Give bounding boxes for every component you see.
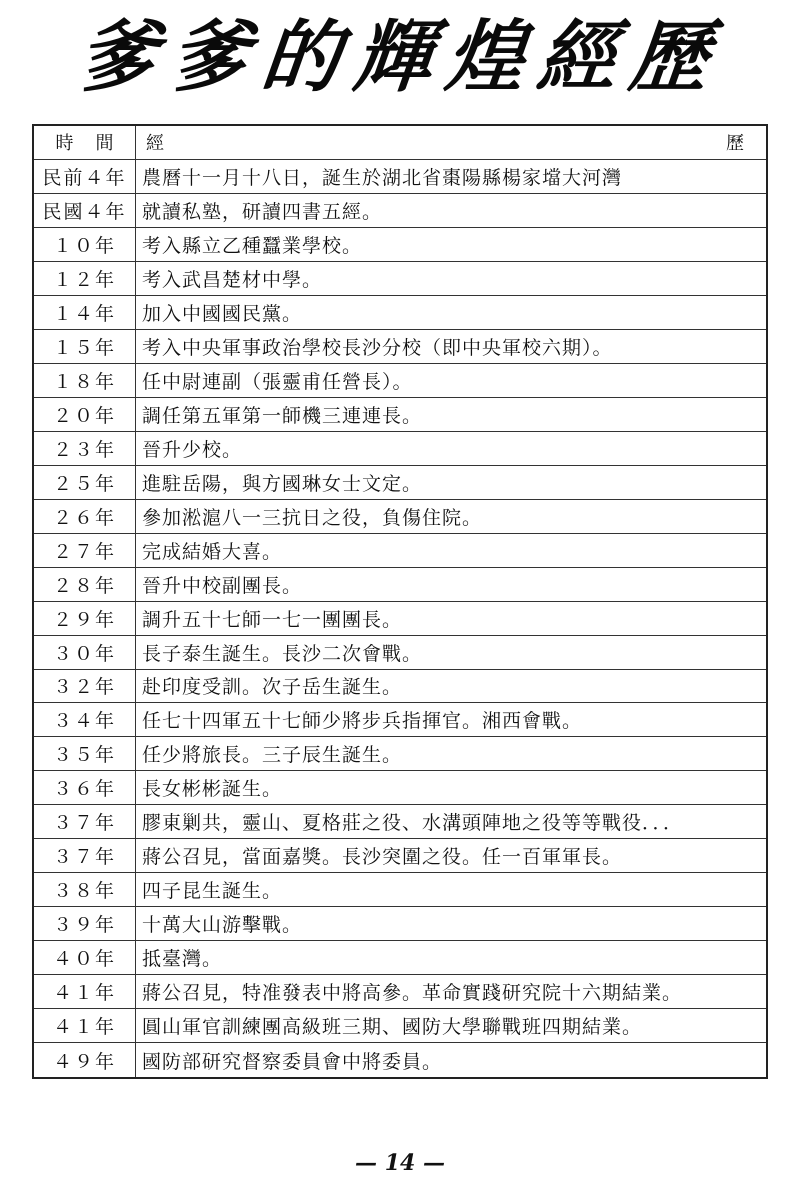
time-cell: ２８年 <box>34 568 136 601</box>
time-cell: 民國４年 <box>34 194 136 227</box>
time-cell: 民前４年 <box>34 160 136 193</box>
header-event-char: 歷 <box>726 133 744 155</box>
time-cell: ４０年 <box>34 941 136 974</box>
event-cell: 完成結婚大喜。 <box>142 540 283 563</box>
time-cell: ３７年 <box>34 839 136 872</box>
time-cell: ４９年 <box>34 1043 136 1077</box>
table-row <box>34 432 766 466</box>
header-time-char: 間 <box>95 133 114 155</box>
time-cell: ３６年 <box>34 771 136 804</box>
header-time-cell <box>34 126 136 159</box>
time-cell: １８年 <box>34 364 136 397</box>
time-cell: ３２年 <box>34 670 136 703</box>
table-row <box>34 330 766 364</box>
time-cell: ３８年 <box>34 873 136 906</box>
table-row <box>34 737 766 771</box>
event-cell: 任七十四軍五十七師少將步兵指揮官。湘西會戰。 <box>142 710 583 733</box>
time-cell: １４年 <box>34 296 136 329</box>
header-event-char: 經 <box>146 133 164 155</box>
event-cell: 參加淞滬八一三抗日之役，負傷住院。 <box>142 506 483 529</box>
time-cell: ２０年 <box>34 398 136 431</box>
event-cell: 考入武昌楚材中學。 <box>142 268 323 291</box>
time-cell: １２年 <box>34 262 136 295</box>
table-row <box>34 296 766 330</box>
table-row <box>34 941 766 975</box>
event-cell: 晉升中校副團長。 <box>142 574 303 597</box>
table-row <box>34 602 766 636</box>
time-cell: ３４年 <box>34 703 136 736</box>
table-row <box>34 466 766 500</box>
time-cell: １５年 <box>34 330 136 363</box>
table-row <box>34 636 766 670</box>
event-cell: 考入中央軍事政治學校長沙分校（即中央軍校六期）。 <box>142 336 613 359</box>
table-body <box>34 160 766 1077</box>
table-row <box>34 534 766 568</box>
table-header-row <box>34 126 766 160</box>
table-row <box>34 228 766 262</box>
event-cell: 調升五十七師一七一團團長。 <box>142 608 403 631</box>
event-cell: 考入縣立乙種蠶業學校。 <box>142 234 363 257</box>
event-cell: 進駐岳陽，與方國琳女士文定。 <box>142 472 423 495</box>
page-title: 爹爹的輝煌經歷 <box>73 13 727 103</box>
table-row <box>34 805 766 839</box>
time-cell: ２３年 <box>34 432 136 465</box>
event-cell: 蔣公召見，當面嘉獎。長沙突圍之役。任一百軍軍長。 <box>142 846 623 869</box>
table-row <box>34 194 766 228</box>
event-cell: 抵臺灣。 <box>142 948 223 971</box>
table-row <box>34 398 766 432</box>
header-time-char: 時 <box>55 133 74 155</box>
event-cell: 任少將旅長。三子辰生誕生。 <box>142 744 403 767</box>
table-row <box>34 839 766 873</box>
time-cell: ３７年 <box>34 805 136 838</box>
time-cell: ４１年 <box>34 1009 136 1042</box>
time-cell: ２５年 <box>34 466 136 499</box>
table-row <box>34 771 766 805</box>
event-cell: 圓山軍官訓練團高級班三期、國防大學聯戰班四期結業。 <box>142 1016 643 1039</box>
event-cell: 農曆十一月十八日，誕生於湖北省棗陽縣楊家壋大河灣 <box>142 166 623 189</box>
table-row <box>34 1009 766 1043</box>
event-cell: 長女彬彬誕生。 <box>142 778 283 801</box>
table-row <box>34 907 766 941</box>
time-cell: １０年 <box>34 228 136 261</box>
event-cell: 赴印度受訓。次子岳生誕生。 <box>142 676 403 699</box>
table-row <box>34 670 766 704</box>
table-row <box>34 975 766 1009</box>
table-row <box>34 500 766 534</box>
table-row <box>34 568 766 602</box>
time-cell: ３０年 <box>34 636 136 669</box>
event-cell: 十萬大山游擊戰。 <box>142 914 303 937</box>
event-cell: 膠東剿共，靈山、夏格莊之役、水溝頭陣地之役等等戰役．．． <box>142 812 684 835</box>
event-cell: 就讀私塾，研讀四書五經。 <box>142 200 383 223</box>
header-event-cell <box>136 126 766 159</box>
page-number: — 14 — <box>355 1150 445 1176</box>
time-cell: ２７年 <box>34 534 136 567</box>
event-cell: 蔣公召見，特准發表中將高參。革命實踐研究院十六期結業。 <box>142 982 683 1005</box>
table-row <box>34 262 766 296</box>
event-cell: 晉升少校。 <box>142 438 243 461</box>
table-row <box>34 1043 766 1077</box>
table-row <box>34 160 766 194</box>
time-cell: ３９年 <box>34 907 136 940</box>
event-cell: 加入中國國民黨。 <box>142 302 303 325</box>
event-cell: 國防部研究督察委員會中將委員。 <box>142 1050 443 1073</box>
event-cell: 任中尉連副（張靈甫任營長）。 <box>142 370 413 393</box>
time-cell: ２９年 <box>34 602 136 635</box>
table-row <box>34 873 766 907</box>
event-cell: 四子昆生誕生。 <box>142 880 283 903</box>
timeline-table <box>32 124 768 1079</box>
time-cell: ４１年 <box>34 975 136 1008</box>
event-cell: 調任第五軍第一師機三連連長。 <box>142 404 423 427</box>
table-row <box>34 364 766 398</box>
table-row <box>34 703 766 737</box>
event-cell: 長子泰生誕生。長沙二次會戰。 <box>142 642 423 665</box>
time-cell: ３５年 <box>34 737 136 770</box>
time-cell: ２６年 <box>34 500 136 533</box>
